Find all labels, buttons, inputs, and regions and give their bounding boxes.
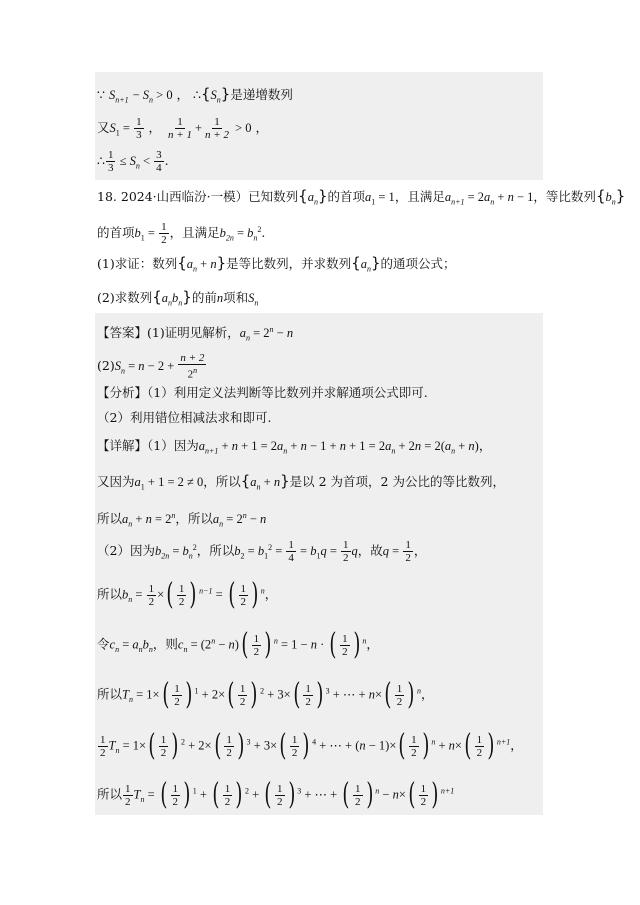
fraction: $\frac{1}{2}$ bbox=[420, 782, 427, 808]
analysis-label: 【分析】 bbox=[97, 385, 148, 400]
fraction: $\frac{1}{2}$ bbox=[224, 782, 231, 808]
paren-group: ( $\frac{1}{2}$ ) bbox=[228, 577, 259, 612]
detail-text: ，所以 bbox=[203, 474, 241, 489]
fraction: $\frac{1}{n + 2}$ bbox=[205, 116, 229, 141]
answer-label: 【答案】 bbox=[97, 325, 148, 341]
detail-line-3: 所以$a_n + n = 2^n$，所以$a_n = 2^n - n$ bbox=[97, 511, 267, 529]
paren-group: ( $\frac{1}{2}$ ) bbox=[160, 777, 191, 812]
fraction: $\frac{1}{4}$ bbox=[288, 539, 294, 565]
paren-group: ( $\frac{1}{2}$ ) bbox=[342, 777, 373, 812]
fraction: $\frac{1}{2}$ bbox=[125, 782, 131, 808]
question-text: (2)求数列 bbox=[97, 290, 153, 305]
top-line-3: ∴ $\frac{1}{3}$ ≤ $S_n$ < $\frac{3}{4}$ . bbox=[97, 149, 169, 174]
paren-group: ( $\frac{1}{2}$ ) bbox=[384, 677, 415, 712]
detail-text: 令 bbox=[97, 636, 110, 652]
therefore-symbol: ∴ bbox=[97, 153, 105, 168]
analysis-text: （1）利用定义法判断等比数列并求解通项公式即可. bbox=[147, 385, 428, 400]
detail-text: ，所以 bbox=[196, 543, 235, 559]
fraction: $\frac{1}{2}$ bbox=[174, 682, 180, 708]
analysis-text: （2）利用错位相减法求和即可. bbox=[97, 410, 272, 425]
question-text: 项和 bbox=[223, 290, 249, 305]
paren-group: ( $\frac{1}{2}$ ) bbox=[161, 677, 193, 712]
question-18-part-1: (1)求证：数列$\{a_n + n\}$是等比数列，并求数列$\{a_n\}$的通项公式； bbox=[97, 254, 456, 274]
fraction: $\frac{1}{2}$ bbox=[160, 733, 167, 759]
detail-label: 【详解】 bbox=[97, 438, 148, 453]
paren-group: ( $\frac{1}{2}$ ) bbox=[241, 627, 272, 662]
question-source: 2024·山西临汾·一模）已知数列 bbox=[120, 189, 299, 204]
fraction: $\frac{1}{n + 1}$ bbox=[168, 116, 192, 141]
paren-group: ( $\frac{1}{2}$ ) bbox=[293, 677, 324, 712]
paren-group: ( $\frac{1}{2}$ ) bbox=[213, 728, 245, 763]
detail-text: ，则 bbox=[152, 636, 178, 652]
question-text: ，等比数列 bbox=[533, 189, 596, 204]
analysis-line-2 bbox=[97, 408, 271, 428]
fraction: $\frac{1}{2}$ bbox=[226, 733, 232, 759]
paren-group: ( $\frac{1}{2}$ ) bbox=[279, 728, 310, 763]
fraction: $\frac{3}{4}$ bbox=[156, 149, 162, 174]
fraction: $\frac{1}{2}$ bbox=[396, 682, 403, 708]
fraction: $\frac{1}{2}$ bbox=[342, 632, 348, 658]
answer-line-1: 【答案】(1)证明见解析，$a_n = 2^n - n$ bbox=[97, 325, 294, 343]
top-line-1-text: 是递增数列 bbox=[230, 87, 293, 102]
question-text: 的通项公式； bbox=[380, 256, 456, 271]
fraction: $\frac{1}{2}$ bbox=[355, 782, 361, 808]
fraction: $\frac{1}{2}$ bbox=[161, 221, 167, 247]
paren-group: ( $\frac{1}{2}$ ) bbox=[264, 777, 295, 812]
detail-line-9: 所以 $\frac{1}{2}$ $T_n$ = ( $\frac{1}{2}$ ) $^1$ + ( $\frac{1}{2}$ ) $^2$ + ( $\frac{1}{2}$ ) $^3$ + ⋯ + ( $\frac{1}{2}$ ) $^n$ − n× ( $\frac{1}{2}$ ) $^{n+1}$ bbox=[97, 777, 455, 812]
fraction: $\frac{1}{2}$ bbox=[405, 539, 411, 565]
fraction: $\frac{1}{2}$ bbox=[100, 733, 106, 759]
detail-text: ，故 bbox=[357, 543, 383, 559]
answer-text: (1)证明见解析， bbox=[147, 325, 240, 341]
detail-line-6: 令$c_n = a_nb_n$，则$c_n = (2^n - n)$ ( $\frac{1}{2}$ ) $^n$ = 1 − n · ( $\frac{1}{2}$ ) $^n$， bbox=[97, 627, 379, 662]
question-text: 的前 bbox=[191, 290, 217, 305]
detail-line-4: （2）因为$b_{2n} = b_n^2$，所以$b_2 = b_1^2$ = $\frac{1}{4}$ = $b_1q$ = $\frac{1}{2}$ q，故q = $\frac{1}{2}$ ， bbox=[97, 539, 427, 565]
fraction: $\frac{1}{2}$ bbox=[172, 782, 178, 808]
fraction: $\frac{1}{2}$ bbox=[253, 632, 260, 658]
answer-line-2: $(2)S_n = n - 2$ + $\frac{n + 2}{2^n}$ bbox=[97, 352, 205, 381]
detail-text: ，所以 bbox=[175, 511, 213, 527]
detail-text: 又因为 bbox=[97, 474, 135, 489]
top-line-2-prefix: 又 bbox=[97, 120, 110, 135]
paren-group: ( $\frac{1}{2}$ ) bbox=[329, 627, 360, 662]
detail-text: 所以 bbox=[97, 686, 123, 702]
question-18-line-1: 18. 2024·山西临汾·一模）已知数列$\{a_n\}$的首项$a_1 = 1$，且满足$a_{n+1} = 2a_n + n - 1$，等比数列$\{b_n\}$ bbox=[97, 187, 626, 207]
detail-text: （2）因为 bbox=[97, 543, 155, 559]
paren-group: ( $\frac{1}{2}$ ) bbox=[398, 728, 429, 763]
detail-text: 是以 2 为首项，2 为公比的等比数列， bbox=[289, 474, 505, 489]
question-18-line-2: 的首项$b_1$ = $\frac{1}{2}$ ，且满足$b_{2n} = b_n^2$. bbox=[97, 221, 266, 247]
detail-text: （1）因为 bbox=[147, 438, 199, 453]
question-number: 18. bbox=[97, 189, 117, 204]
question-text: 是等比数列，并求数列 bbox=[226, 256, 352, 271]
detail-line-5: 所以$b_n$ = $\frac{1}{2}$ × ( $\frac{1}{2}$ ) $^{n-1}$ = ( $\frac{1}{2}$ ) $^n$， bbox=[97, 577, 278, 612]
detail-line-2: 又因为$a_1 + 1 = 2 \ne 0$，所以$\{a_n + n\}$是以 2 为首项，2 为公比的等比数列， bbox=[97, 472, 505, 492]
detail-text: 所以 bbox=[97, 511, 123, 527]
paren-group: ( $\frac{1}{2}$ ) bbox=[464, 728, 495, 763]
top-line-2: 又$S_1$ = $\frac{1}{3}$ ， $\frac{1}{n + 1}$ + $\frac{1}{n + 2}$ > 0 ， bbox=[97, 116, 269, 141]
question-text: ，且满足 bbox=[169, 225, 220, 241]
fraction: $\frac{1}{2}$ bbox=[476, 733, 483, 759]
detail-text: 所以 bbox=[97, 586, 123, 602]
fraction: $\frac{1}{2}$ bbox=[239, 682, 246, 708]
question-text: 的首项 bbox=[327, 189, 365, 204]
detail-line-1: 【详解】（1）因为$a_{n+1} + n + 1 = 2a_n + n - 1 + n + 1 = 2a_n + 2n = 2(a_n + n)$， bbox=[97, 438, 492, 456]
fraction-one-third: $\frac{1}{3}$ bbox=[136, 116, 142, 141]
fraction: $\frac{1}{3}$ bbox=[107, 149, 114, 174]
fraction: $\frac{1}{2}$ bbox=[305, 682, 311, 708]
detail-line-8: $\frac{1}{2}$ $T_n = 1\times$ ( $\frac{1}{2}$ ) $^2$ + 2× ( $\frac{1}{2}$ ) $^3$ + 3× ( $\frac{1}{2}$ ) $^4$ + ⋯ + (n − 1)× ( $\frac{1}{2}$ ) $^n$ + n× ( $\frac{1}{2}$ ) $^{n+1}$， bbox=[100, 728, 523, 763]
fraction: $\frac{1}{2}$ bbox=[178, 582, 185, 608]
paren-group: ( $\frac{1}{2}$ ) bbox=[227, 677, 258, 712]
paren-group: ( $\frac{1}{2}$ ) bbox=[166, 577, 197, 612]
top-line-1: ∵ $S_{n+1} - S_n > 0$ ， $\therefore\{S_n\}$是递增数列 bbox=[97, 85, 293, 105]
analysis-line-1 bbox=[97, 383, 428, 403]
fraction: $\frac{1}{2}$ bbox=[240, 582, 247, 608]
question-18-part-2: (2)求数列$\{a_nb_n\}$的前n项和$S_n$ bbox=[97, 288, 259, 308]
fraction: $\frac{1}{2}$ bbox=[343, 539, 349, 565]
detail-text: 所以 bbox=[97, 786, 123, 802]
question-text: 的首项 bbox=[97, 225, 135, 241]
fraction: $\frac{n + 2}{2^n}$ bbox=[180, 352, 205, 381]
answer-text: (2) bbox=[97, 357, 115, 373]
fraction: $\frac{1}{2}$ bbox=[277, 782, 283, 808]
question-text: ，且满足 bbox=[394, 189, 445, 204]
paren-group: ( $\frac{1}{2}$ ) bbox=[408, 777, 439, 812]
paren-group: ( $\frac{1}{2}$ ) bbox=[148, 728, 179, 763]
detail-line-7: 所以$T_n = 1\times$ ( $\frac{1}{2}$ ) $^1$ + 2× ( $\frac{1}{2}$ ) $^2$ + 3× ( $\frac{1}{2}$ ) $^3$ + ⋯ + n× ( $\frac{1}{2}$ ) $^n$， bbox=[97, 677, 434, 712]
question-text: (1)求证：数列 bbox=[97, 256, 178, 271]
fraction: $\frac{1}{2}$ bbox=[291, 733, 298, 759]
fraction: $\frac{1}{2}$ bbox=[411, 733, 417, 759]
fraction: $\frac{1}{2}$ bbox=[148, 582, 155, 608]
paren-group: ( $\frac{1}{2}$ ) bbox=[212, 777, 243, 812]
